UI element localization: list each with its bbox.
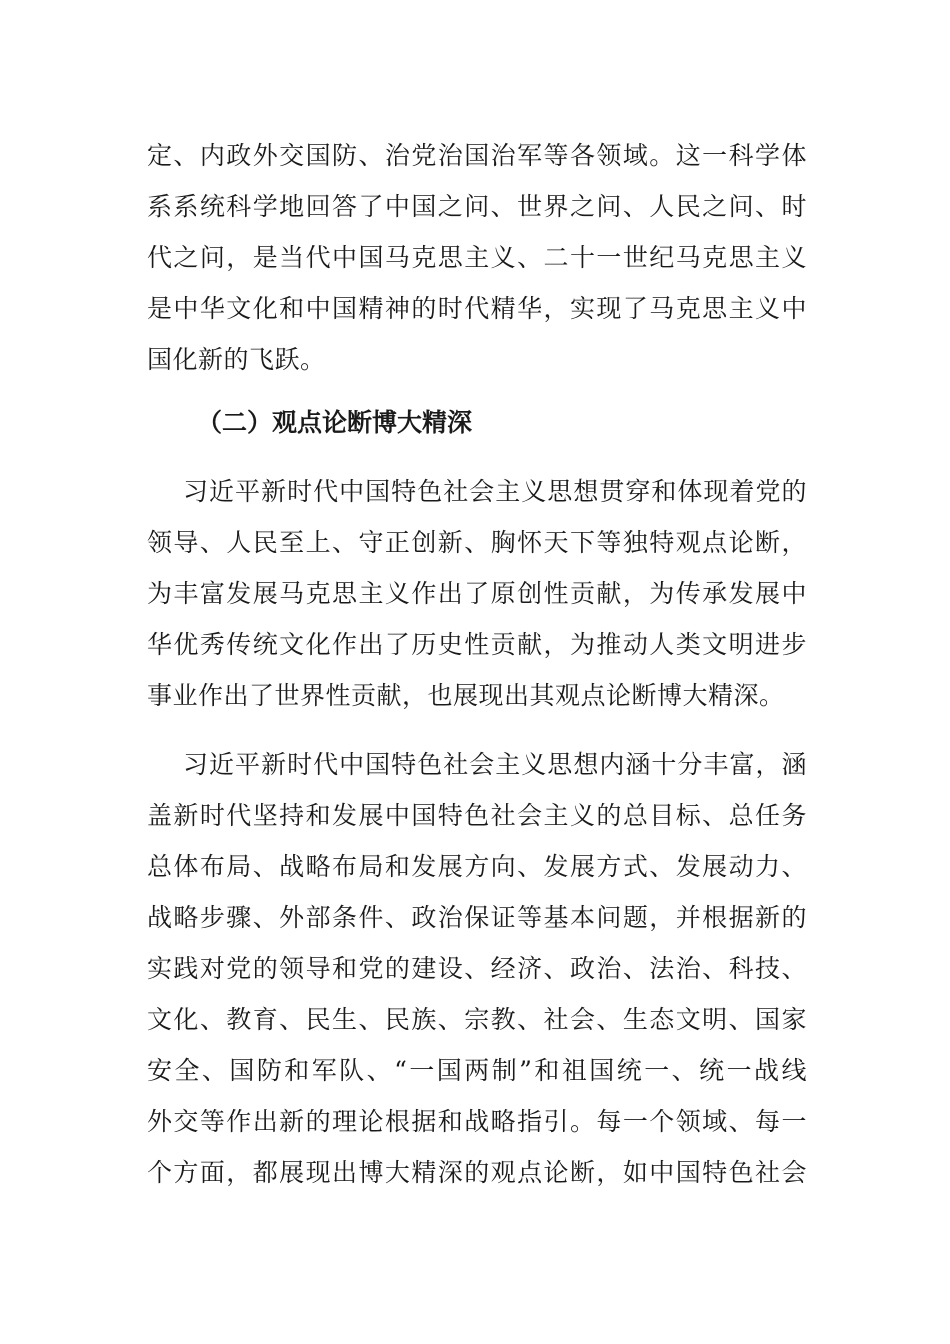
section-heading: （二）观点论断博大精深 — [197, 408, 473, 437]
paragraph-line: 代之问，是当代中国马克思主义、二十一世纪马克思主义 — [147, 243, 807, 272]
paragraph-line: 定、内政外交国防、治党治国治军等各领域。这一科学体 — [147, 141, 807, 170]
paragraph-line: 为丰富发展马克思主义作出了原创性贡献，为传承发展中 — [147, 579, 807, 608]
paragraph-line: 华优秀传统文化作出了历史性贡献，为推动人类文明进步 — [147, 630, 807, 659]
paragraph-line: 领导、人民至上、守正创新、胸怀天下等独特观点论断， — [147, 528, 807, 557]
paragraph-line: 习近平新时代中国特色社会主义思想内涵十分丰富，涵 — [183, 750, 807, 779]
paragraph-line: 是中华文化和中国精神的时代精华，实现了马克思主义中 — [147, 294, 807, 323]
paragraph-line: 个方面，都展现出博大精深的观点论断，如中国特色社会 — [147, 1158, 807, 1187]
paragraph-line: 总体布局、战略布局和发展方向、发展方式、发展动力、 — [147, 852, 807, 881]
paragraph-line: 外交等作出新的理论根据和战略指引。每一个领域、每一 — [147, 1107, 807, 1136]
paragraph-line: 实践对党的领导和党的建设、经济、政治、法治、科技、 — [147, 954, 807, 983]
paragraph-2 — [147, 466, 807, 721]
paragraph-line: 事业作出了世界性贡献，也展现出其观点论断博大精深。 — [147, 681, 785, 710]
paragraph-line: 文化、教育、民生、民族、宗教、社会、生态文明、国家 — [147, 1005, 807, 1034]
document-page — [147, 130, 807, 1198]
paragraph-line: 系系统科学地回答了中国之问、世界之问、人民之问、时 — [147, 192, 807, 221]
paragraph-1 — [147, 130, 807, 385]
paragraph-line: 国化新的飞跃。 — [147, 345, 326, 374]
paragraph-line: 安全、国防和军队、“一国两制”和祖国统一、统一战线 — [147, 1056, 807, 1085]
paragraph-line: 盖新时代坚持和发展中国特色社会主义的总目标、总任务 — [147, 801, 807, 830]
paragraph-line: 习近平新时代中国特色社会主义思想贯穿和体现着党的 — [183, 477, 807, 506]
paragraph-line: 战略步骤、外部条件、政治保证等基本问题，并根据新的 — [147, 903, 807, 932]
paragraph-3 — [147, 739, 807, 1198]
